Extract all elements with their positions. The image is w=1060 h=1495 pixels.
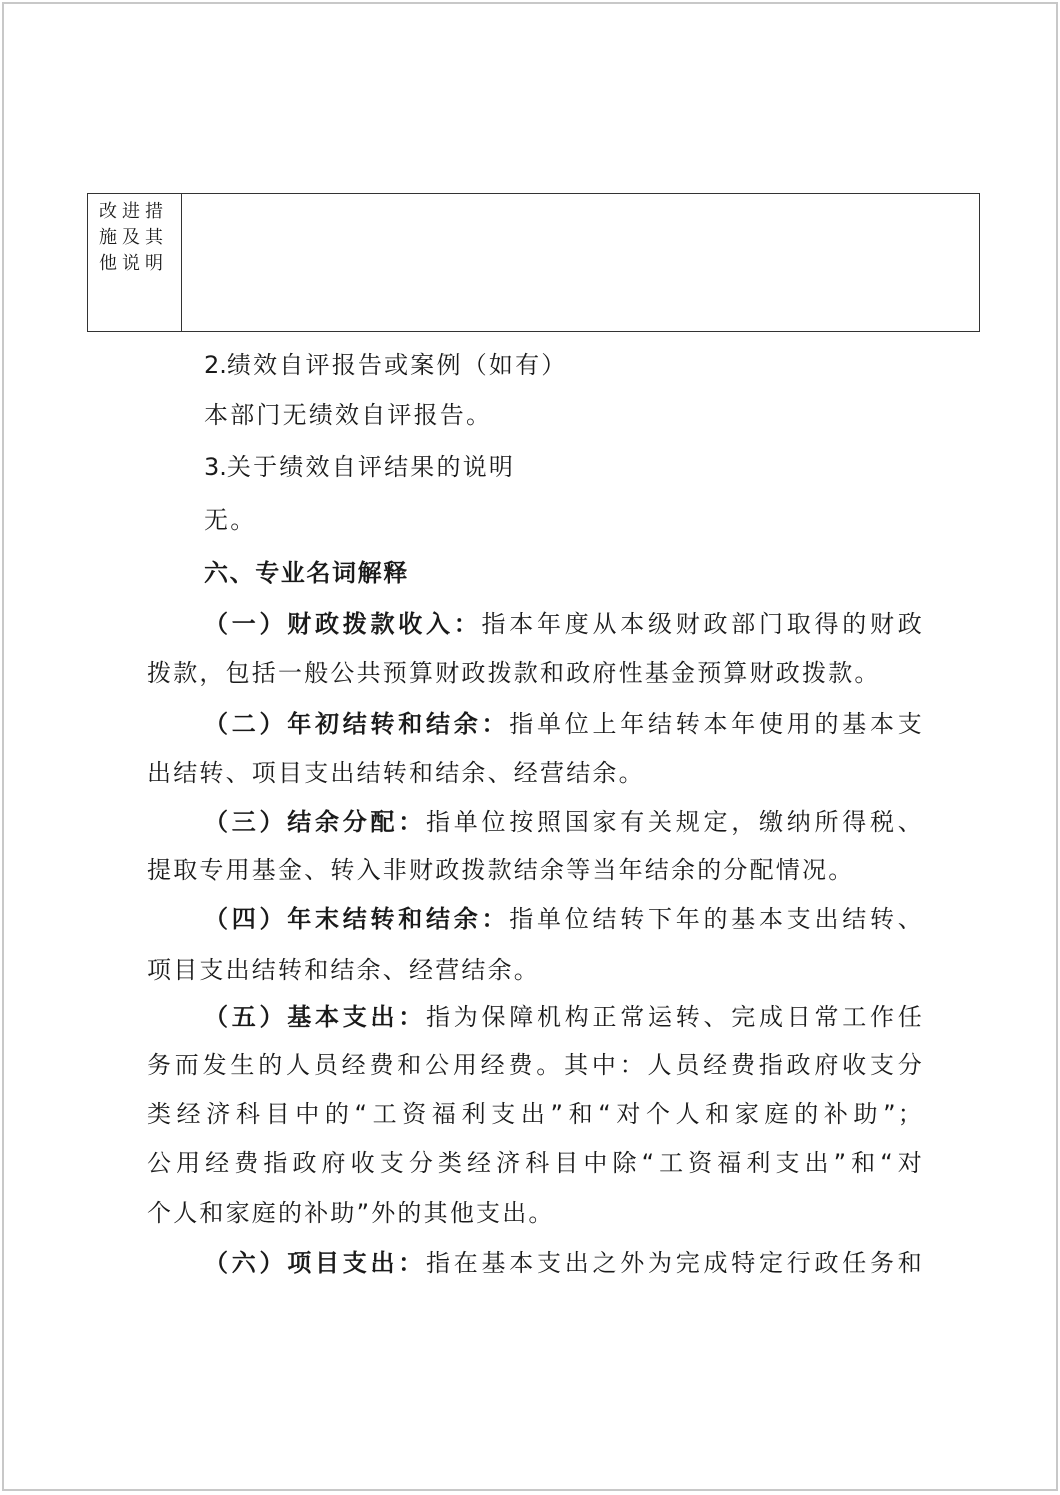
term-2-line-2: 出结转、项目支出结转和结余、经营结余。 [147,759,645,787]
evaluation-table [87,193,980,332]
table-label-cell [88,194,182,331]
term-4-line-1 [204,903,924,935]
term-3-line-2: 提取专用基金、转入非财政拨款结余等当年结余的分配情况。 [147,856,855,884]
table-content-cell [182,194,979,331]
table-label-line: 改进措 [99,201,168,222]
term-5-name: （五）基本支出： [204,1003,427,1031]
section-2-title-text: 绩效自评报告或案例（如有） [226,351,568,379]
term-5-line-1 [204,1001,924,1033]
section-3-title-text: 关于绩效自评结果的说明 [226,453,516,481]
term-6-line-1 [204,1247,924,1279]
table-label-line: 他说明 [99,253,168,274]
term-5-line-5: 个人和家庭的补助”外的其他支出。 [147,1199,555,1227]
term-3-name: （三）结余分配： [204,808,427,836]
term-1-line-1 [204,608,924,640]
term-3-def: 指单位按照国家有关规定，缴纳所得税、 [426,808,924,836]
section-2-title [204,349,568,381]
section-3-body: 无。 [204,506,257,534]
term-1-def: 指本年度从本级财政部门取得的财政 [481,610,925,638]
term-4-name: （四）年末结转和结余： [204,905,510,933]
term-2-def: 指单位上年结转本年使用的基本支 [509,710,925,738]
term-4-line-2: 项目支出结转和结余、经营结余。 [147,956,540,984]
term-3-line-1 [204,806,924,838]
term-4-def: 指单位结转下年的基本支出结转、 [509,905,925,933]
term-5-def: 指为保障机构正常运转、完成日常工作任 [426,1003,924,1031]
document-page [2,2,1058,1491]
term-5-line-4: 公用经费指政府收支分类经济科目中除“工资福利支出”和“对 [147,1149,924,1177]
term-6-name: （六）项目支出： [204,1249,427,1277]
section-6-heading: 六、专业名词解释 [204,559,409,587]
term-6-def: 指在基本支出之外为完成特定行政任务和 [426,1249,924,1277]
term-2-name: （二）年初结转和结余： [204,710,510,738]
term-1-line-2: 拨款，包括一般公共预算财政拨款和政府性基金预算财政拨款。 [147,659,881,687]
term-5-line-2: 务而发生的人员经费和公用经费。其中：人员经费指政府收支分 [147,1051,924,1079]
section-2-number: 2. [204,351,227,379]
table-label-line: 施及其 [99,227,168,248]
section-2-body: 本部门无绩效自评报告。 [204,401,493,429]
term-1-name: （一）财政拨款收入： [204,610,482,638]
term-5-line-3: 类经济科目中的“工资福利支出”和“对个人和家庭的补助”； [147,1100,924,1128]
section-3-title [204,451,515,483]
section-3-number: 3. [204,453,227,481]
term-2-line-1 [204,708,924,740]
